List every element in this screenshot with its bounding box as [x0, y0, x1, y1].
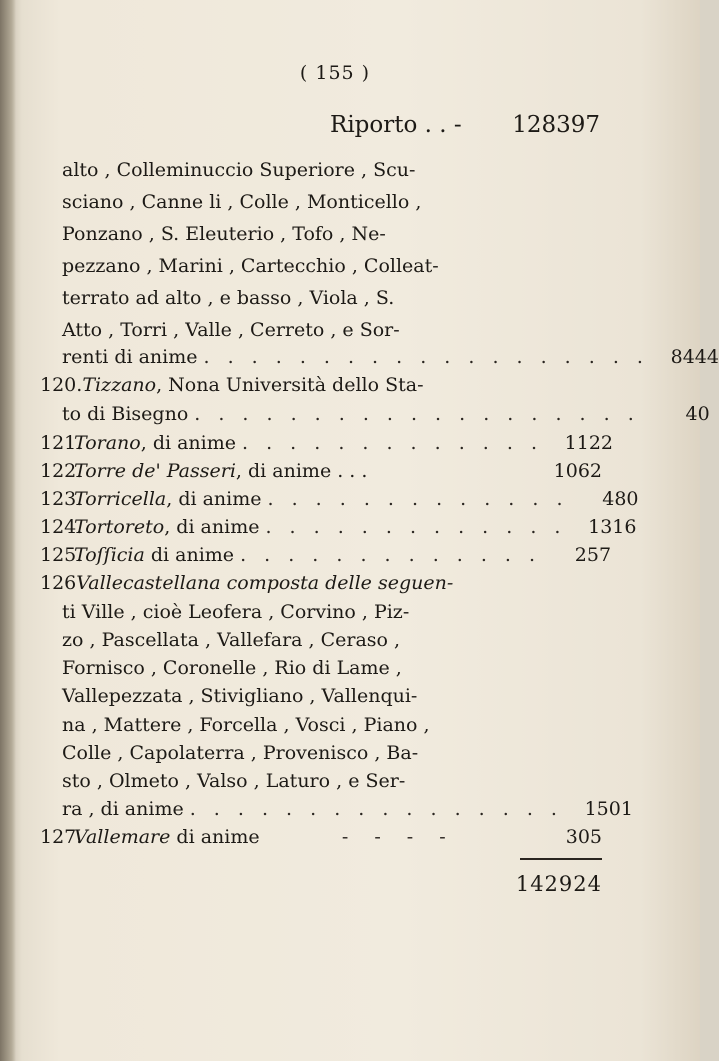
entry-value: 1501 — [584, 798, 633, 820]
page-gutter — [0, 0, 16, 1061]
entry-121: 121.Torano, di anime . . . . . . . . . . . . . 1122 — [40, 429, 602, 457]
text-line: sciano , Canne li , Colle , Monticello , — [62, 191, 422, 213]
grand-total: 142924 — [515, 872, 602, 896]
entry-value: 1316 — [588, 516, 637, 538]
entry-123: 123.Torricella, di anime . . . . . . . . . . . . . 480 — [40, 485, 602, 513]
entry-value: 1062 — [553, 460, 602, 482]
entry-line: ra , di anime . . . . . . . . . . . . . . . . 1501 — [62, 795, 602, 823]
text-line: ti Ville , cioè Leofera , Corvino , Piz- — [62, 601, 410, 623]
text-line: zo , Pascellata , Vallefara , Ceraso , — [62, 629, 401, 651]
entry-value: 40 — [685, 403, 710, 425]
entry-122: 122.Torre de' Passeri, di anime . . . 1062 — [40, 457, 602, 485]
text-line: na , Mattere , Forcella , Vosci , Piano , — [62, 714, 430, 736]
text-line: Fornisco , Coronelle , Rio di Lame , — [62, 657, 402, 679]
entry-value: 1122 — [564, 432, 613, 454]
text-line: Atto , Torri , Valle , Cerreto , e Sor- — [62, 319, 400, 341]
text-line: terrato ad alto , e basso , Viola , S. — [62, 287, 395, 309]
text-line: pezzano , Marini , Cartecchio , Colleat- — [62, 255, 439, 277]
riporto-line — [330, 112, 600, 138]
entry-124: 124.Tortoreto, di anime . . . . . . . . . . . . . 1316 — [40, 513, 602, 541]
entry-125: 125.Toſſicia di anime . . . . . . . . . . . . . 257 — [40, 541, 602, 569]
text-line: sto , Olmeto , Valso , Laturo , e Ser- — [62, 770, 406, 792]
text-line: Vallepezzata , Stivigliano , Vallenqui- — [62, 685, 418, 707]
entry-line: to di Bisegno . . . . . . . . . . . . . . . . . . . 40 — [62, 400, 602, 428]
entry-value: 257 — [574, 544, 612, 566]
entry-120: 120.Tizzano, Nona Università dello Sta- — [40, 374, 424, 396]
entry-127: 127.Vallemare di anime - - - - 305 — [40, 823, 602, 851]
entry-value: 8444 — [670, 346, 719, 368]
entry-126: 126Vallecastellana composta delle seguen- — [40, 572, 454, 594]
text-line: Ponzano , S. Eleuterio , Tofo , Ne- — [62, 223, 386, 245]
entry-line: renti di anime . . . . . . . . . . . . . . . . . . . 8444 — [62, 343, 602, 371]
text-line: alto , Colleminuccio Superiore , Scu- — [62, 159, 416, 181]
text-line: Colle , Capolaterra , Provenisco , Ba- — [62, 742, 419, 764]
entry-value: 480 — [602, 488, 639, 510]
riporto-value: 128397 — [512, 112, 600, 138]
sum-rule — [520, 858, 602, 860]
entry-value: 305 — [565, 826, 602, 848]
riporto-label: Riporto . . - — [330, 112, 462, 138]
page-number: ( 155 ) — [299, 62, 371, 84]
